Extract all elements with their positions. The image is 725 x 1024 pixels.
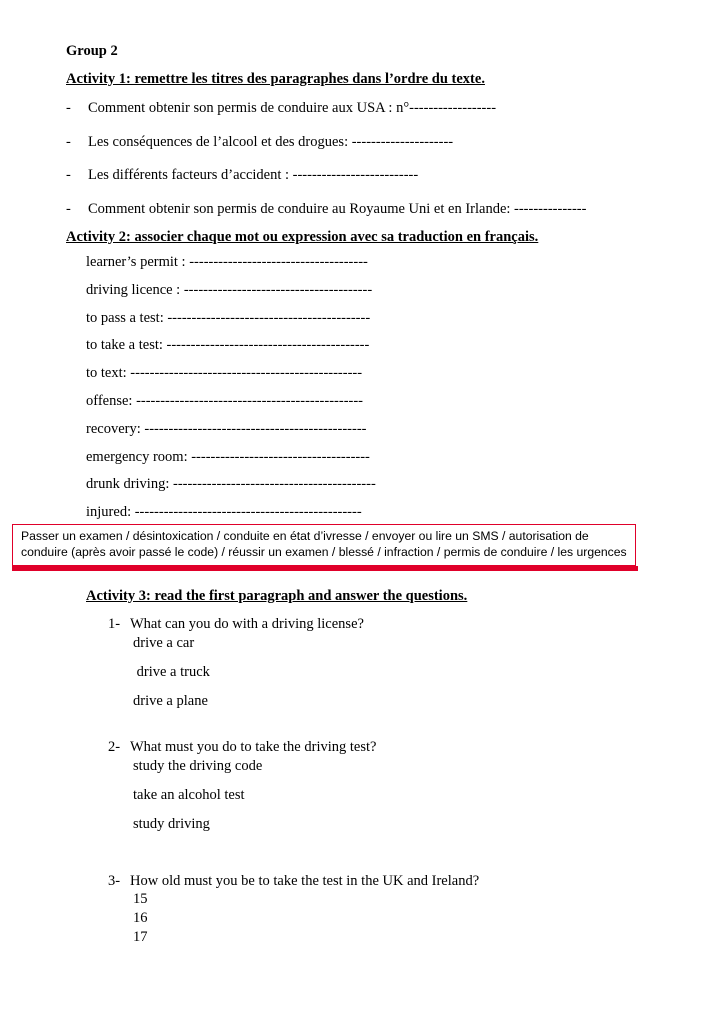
answer-option[interactable]	[129, 816, 210, 833]
answer-option[interactable]	[129, 787, 245, 804]
vocab-item: learner’s permit : -------------------------------------	[86, 254, 368, 270]
activity2-title: Activity 2: associer chaque mot ou expression avec sa traduction en français.	[66, 229, 539, 245]
answer-option[interactable]	[129, 891, 148, 908]
option-label: drive a plane	[133, 693, 208, 709]
answer-option[interactable]	[129, 910, 148, 927]
option-label: drive a car	[133, 635, 195, 651]
vocab-item: driving licence : ---------------------------------------	[86, 282, 373, 298]
answer-option[interactable]	[129, 635, 194, 652]
question-text: What must you do to take the driving test?	[130, 739, 377, 755]
vocab-item: to take a test: ------------------------------------------	[86, 337, 370, 353]
vocab-item: drunk driving: ------------------------------------------	[86, 476, 376, 492]
answer-option[interactable]	[129, 693, 208, 710]
activity1-item: Comment obtenir son permis de conduire aux USA : n°------------------	[88, 100, 497, 116]
activity1-bullet: -	[66, 100, 71, 116]
question-text: How old must you be to take the test in the UK and Ireland?	[130, 873, 480, 889]
activity1-item: Les différents facteurs d’accident : --------------------------	[88, 167, 419, 183]
vocab-item: offense: -----------------------------------------------	[86, 393, 364, 409]
vocab-item: to text: ------------------------------------------------	[86, 365, 363, 381]
option-label: study the driving code	[133, 758, 263, 774]
vocab-item: to pass a test: ------------------------------------------	[86, 310, 371, 326]
group-title: Group 2	[66, 43, 118, 59]
option-label: 16	[133, 910, 148, 926]
activity1-bullet: -	[66, 201, 71, 217]
question-number: 1-	[108, 616, 121, 632]
activity1-bullet: -	[66, 134, 71, 150]
vocab-item: injured: -----------------------------------------------	[86, 504, 362, 520]
option-label: study driving	[133, 816, 210, 832]
option-label: 17	[133, 929, 148, 945]
answer-option[interactable]	[129, 758, 262, 775]
question-number: 2-	[108, 739, 121, 755]
option-label: take an alcohol test	[133, 787, 245, 803]
answer-option[interactable]	[129, 664, 210, 681]
vocab-item: recovery: ----------------------------------------------	[86, 421, 367, 437]
vocab-item: emergency room: -------------------------------------	[86, 449, 370, 465]
answer-option[interactable]	[129, 929, 148, 946]
activity1-item: Comment obtenir son permis de conduire au Royaume Uni et en Irlande: ---------------	[88, 201, 587, 217]
activity1-item: Les conséquences de l’alcool et des drogues: ---------------------	[88, 134, 454, 150]
activity1-bullet: -	[66, 167, 71, 183]
question-text: What can you do with a driving license?	[130, 616, 364, 632]
option-label: drive a truck	[133, 664, 210, 680]
question-number: 3-	[108, 873, 121, 889]
activity3-title: Activity 3: read the first paragraph and answer the questions.	[86, 588, 468, 604]
translations-box: Passer un examen / désintoxication / conduite en état d’ivresse / envoyer ou lire un SMS / autorisation de conduire (après avoir passé le code) / réussir un examen / blessé / infraction / permis de conduire / les urgences	[12, 524, 636, 566]
activity1-title: Activity 1: remettre les titres des paragraphes dans l’ordre du texte.	[66, 71, 485, 87]
option-label: 15	[133, 891, 148, 907]
red-divider	[12, 566, 638, 571]
